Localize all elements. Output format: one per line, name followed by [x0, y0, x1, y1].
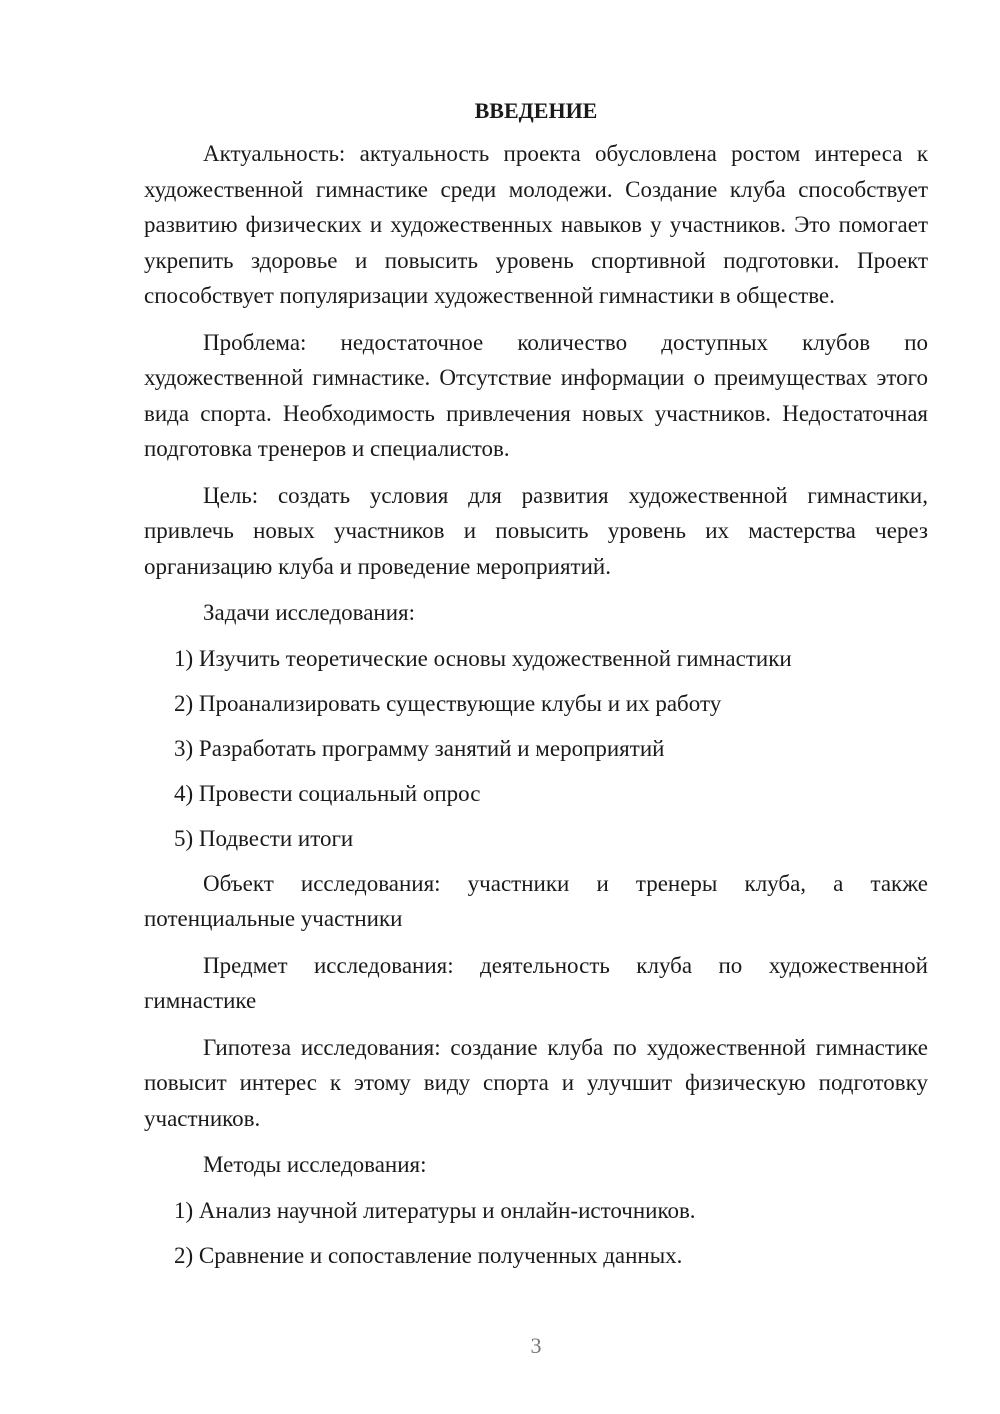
relevance-paragraph: Актуальность: актуальность проекта обусловлена ростом интереса к художественной гимнастике среди молодежи. Создание клуба способствует развитию физических и художественных навыков у участников. Это помогает укрепить здоровье и повысить уровень спортивной подготовки. Проект способствует популяризации художественной гимнастики в обществе.	[144, 141, 928, 308]
method-item: 1) Анализ научной литературы и онлайн-источников.	[174, 1197, 696, 1223]
page-number: 3	[530, 1333, 542, 1358]
goal-paragraph: Цель: создать условия для развития художественной гимнастики, привлечь новых участников и повысить уровень их мастерства через организацию клуба и проведение мероприятий.	[144, 482, 928, 579]
page-content	[144, 96, 928, 1283]
method-item: 2) Сравнение и сопоставление полученных данных.	[174, 1242, 683, 1268]
section-title: ВВЕДЕНИЕ	[474, 98, 598, 123]
problem-paragraph: Проблема: недостаточное количество доступных клубов по художественной гимнастике. Отсутствие информации о преимуществах этого вида спорта. Необходимость привлечения новых участников. Недостаточная подготовка тренеров и специалистов.	[144, 329, 928, 461]
task-item: 1) Изучить теоретические основы художественной гимнастики	[174, 645, 792, 671]
task-item: 3) Разработать программу занятий и мероприятий	[174, 735, 665, 761]
task-item: 4) Провести социальный опрос	[174, 780, 481, 806]
tasks-list	[144, 641, 928, 856]
task-item: 2) Проанализировать существующие клубы и их работу	[174, 690, 722, 716]
object-paragraph: Объект исследования: участники и тренеры клуба, а также потенциальные участники	[144, 870, 928, 931]
subject-paragraph: Предмет исследования: деятельность клуба по художественной гимнастике	[144, 952, 928, 1013]
hypothesis-paragraph: Гипотеза исследования: создание клуба по художественной гимнастике повысит интерес к этому виду спорта и улучшит физическую подготовку участников.	[144, 1034, 928, 1131]
methods-list	[144, 1193, 928, 1273]
tasks-heading: Задачи исследования:	[203, 600, 416, 625]
task-item: 5) Подвести итоги	[174, 825, 354, 851]
methods-heading: Методы исследования:	[203, 1152, 427, 1177]
